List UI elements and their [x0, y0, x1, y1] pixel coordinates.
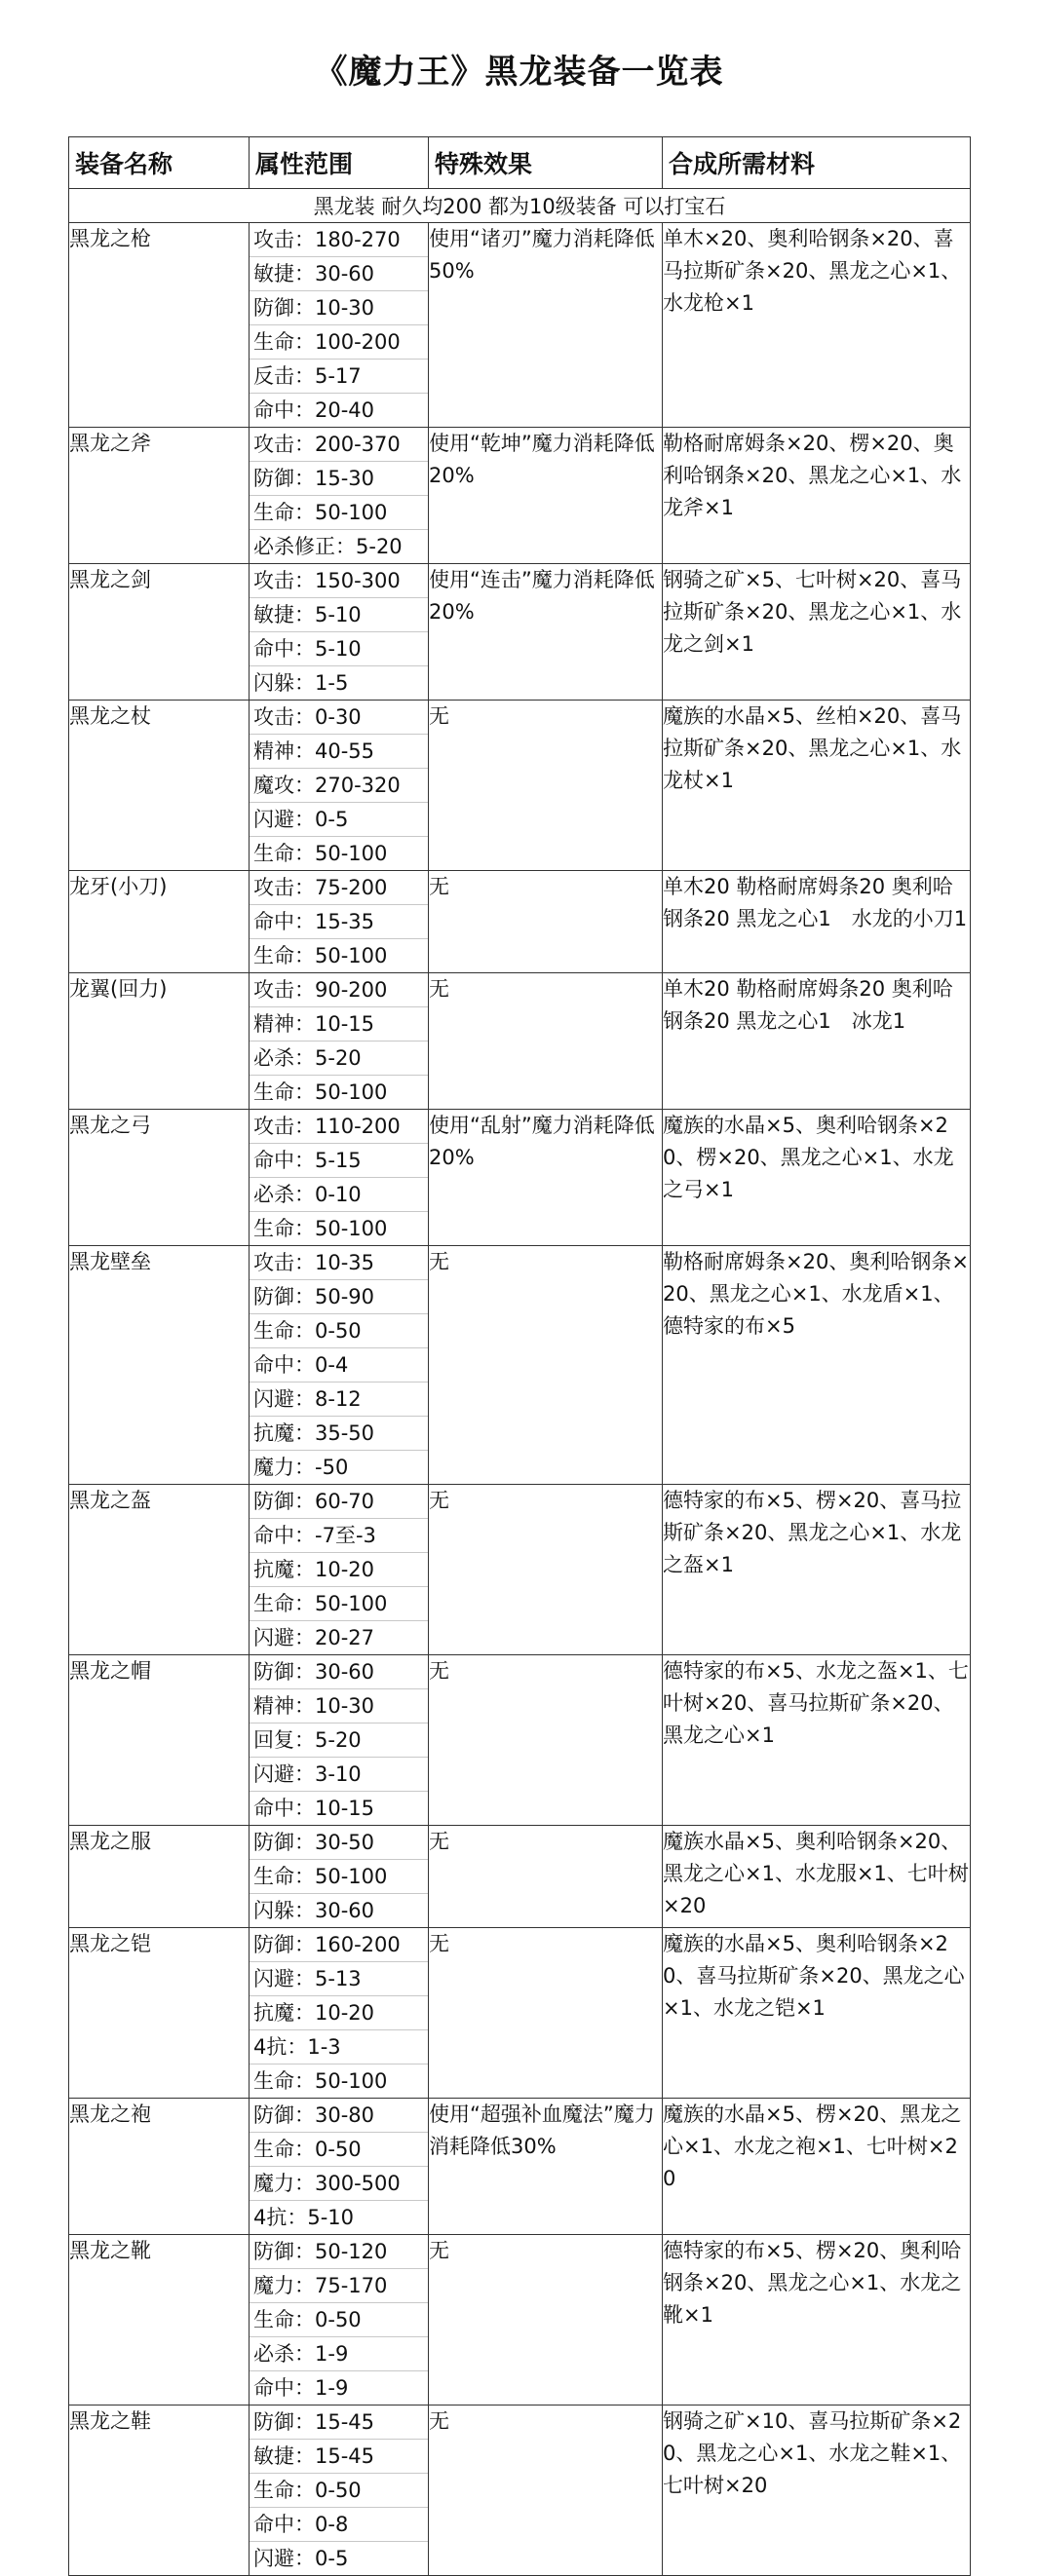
- attribute-item: 攻击：150-300: [250, 564, 428, 598]
- attribute-item: 生命：50-100: [250, 1587, 428, 1621]
- special-effect: 无: [429, 701, 663, 871]
- equipment-name: 黑龙之鞋: [69, 2406, 250, 2576]
- attribute-item: 防御：15-30: [250, 462, 428, 496]
- table-row: [69, 564, 971, 701]
- attribute-item: 命中：5-15: [250, 1144, 428, 1178]
- header-effect: 特殊效果: [429, 137, 663, 189]
- equipment-name: 黑龙之盔: [69, 1485, 250, 1655]
- attribute-item: 生命：0-50: [250, 1314, 428, 1348]
- attribute-item: 攻击：110-200: [250, 1110, 428, 1144]
- attribute-item: 必杀：1-9: [250, 2337, 428, 2371]
- attribute-item: 必杀：0-10: [250, 1178, 428, 1212]
- attribute-item: 生命：50-100: [250, 496, 428, 530]
- table-row: [69, 2099, 971, 2235]
- equipment-name: 黑龙之铠: [69, 1928, 250, 2099]
- attribute-list: [250, 2406, 429, 2576]
- note-text: 黑龙装 耐久均200 都为10级装备 可以打宝石: [69, 189, 971, 223]
- table-row: [69, 871, 971, 973]
- equipment-name: 黑龙壁垒: [69, 1246, 250, 1485]
- attribute-item: 闪避：8-12: [250, 1383, 428, 1417]
- special-effect: 无: [429, 2235, 663, 2406]
- table-row: [69, 973, 971, 1110]
- special-effect: 使用“超强补血魔法”魔力消耗降低30%: [429, 2099, 663, 2235]
- attribute-item: 防御：50-90: [250, 1280, 428, 1314]
- materials: 勒格耐席姆条×20、奥利哈钢条×20、黑龙之心×1、水龙盾×1、德特家的布×5: [663, 1246, 971, 1485]
- table-row: [69, 701, 971, 871]
- attribute-item: 防御：10-30: [250, 291, 428, 325]
- attribute-item: 必杀：5-20: [250, 1042, 428, 1076]
- attribute-list: [250, 1826, 429, 1928]
- attribute-item: 生命：0-50: [250, 2133, 428, 2167]
- special-effect: 无: [429, 1826, 663, 1928]
- attribute-item: 精神：10-30: [250, 1689, 428, 1724]
- attribute-item: 生命：50-100: [253, 1217, 388, 1240]
- attribute-item: 魔力：75-170: [250, 2269, 428, 2303]
- attribute-list: [250, 973, 429, 1110]
- attribute-item: 防御：30-60: [250, 1655, 428, 1689]
- attribute-list: [250, 428, 429, 564]
- materials: 勒格耐席姆条×20、楞×20、奥利哈钢条×20、黑龙之心×1、水龙斧×1: [663, 428, 971, 564]
- materials: 单木20 勒格耐席姆条20 奥利哈钢条20 黑龙之心1 水龙的小刀1: [663, 871, 971, 973]
- attribute-item: 闪避：3-10: [250, 1758, 428, 1792]
- materials: 德特家的布×5、楞×20、喜马拉斯矿条×20、黑龙之心×1、水龙之盔×1: [663, 1485, 971, 1655]
- page-title: 《魔力王》黑龙装备一览表: [314, 53, 724, 92]
- note-row: [69, 189, 971, 223]
- materials: 单木20 勒格耐席姆条20 奥利哈钢条20 黑龙之心1 冰龙1: [663, 973, 971, 1110]
- attribute-item: 敏捷：30-60: [250, 257, 428, 291]
- materials: 德特家的布×5、楞×20、奥利哈钢条×20、黑龙之心×1、水龙之靴×1: [663, 2235, 971, 2406]
- attribute-item: 命中：15-35: [250, 905, 428, 939]
- attribute-item: 生命：100-200: [250, 325, 428, 360]
- attribute-item: 防御：160-200: [250, 1928, 428, 1962]
- materials: 德特家的布×5、水龙之盔×1、七叶树×20、喜马拉斯矿条×20、黑龙之心×1: [663, 1655, 971, 1826]
- materials: 钢骑之矿×5、七叶树×20、喜马拉斯矿条×20、黑龙之心×1、水龙之剑×1: [663, 564, 971, 701]
- materials: 魔族的水晶×5、奥利哈钢条×20、喜马拉斯矿条×20、黑龙之心×1、水龙之铠×1: [663, 1928, 971, 2099]
- equipment-name: 黑龙之服: [69, 1826, 250, 1928]
- attribute-list: [250, 1928, 429, 2099]
- attribute-item: 4抗：1-3: [250, 2030, 428, 2065]
- special-effect: 无: [429, 1655, 663, 1826]
- attribute-item: 命中：0-8: [250, 2508, 428, 2542]
- attribute-item: 魔力：-50: [253, 1456, 349, 1479]
- special-effect: 使用“诸刃”魔力消耗降低50%: [429, 223, 663, 428]
- attribute-item: 生命：50-100: [250, 1860, 428, 1894]
- equipment-name: 龙牙(小刀): [69, 871, 250, 973]
- attribute-item: 防御：30-80: [250, 2099, 428, 2133]
- table-row: [69, 2235, 971, 2406]
- special-effect: 无: [429, 871, 663, 973]
- equipment-name: 黑龙之靴: [69, 2235, 250, 2406]
- special-effect: 无: [429, 1928, 663, 2099]
- attribute-item: 敏捷：15-45: [250, 2440, 428, 2474]
- attribute-item: 攻击：180-270: [250, 223, 428, 257]
- equipment-name: 黑龙之袍: [69, 2099, 250, 2235]
- attribute-list: [250, 1485, 429, 1655]
- special-effect: 无: [429, 973, 663, 1110]
- attribute-item: 攻击：90-200: [250, 973, 428, 1007]
- special-effect: 使用“乾坤”魔力消耗降低20%: [429, 428, 663, 564]
- header-attrs: 属性范围: [250, 137, 429, 189]
- attribute-item: 魔力：300-500: [250, 2167, 428, 2201]
- table-row: [69, 2406, 971, 2576]
- equipment-name: 黑龙之剑: [69, 564, 250, 701]
- attribute-item: 生命：50-100: [253, 944, 388, 967]
- equipment-name: 黑龙之弓: [69, 1110, 250, 1246]
- attribute-item: 回复：5-20: [250, 1724, 428, 1758]
- attribute-item: 抗魔：35-50: [250, 1417, 428, 1451]
- table-row: [69, 1110, 971, 1246]
- attribute-list: [250, 2099, 429, 2235]
- equipment-name: 黑龙之帽: [69, 1655, 250, 1826]
- attribute-item: 生命：0-50: [250, 2303, 428, 2337]
- materials: 魔族的水晶×5、丝柏×20、喜马拉斯矿条×20、黑龙之心×1、水龙杖×1: [663, 701, 971, 871]
- header-materials: 合成所需材料: [663, 137, 971, 189]
- equipment-table: [68, 136, 971, 2576]
- attribute-item: 抗魔：10-20: [250, 1996, 428, 2030]
- attribute-item: 命中：1-9: [253, 2376, 349, 2400]
- materials: 魔族的水晶×5、楞×20、黑龙之心×1、水龙之袍×1、七叶树×20: [663, 2099, 971, 2235]
- attribute-item: 必杀修正：5-20: [253, 535, 403, 558]
- attribute-item: 反击：5-17: [250, 360, 428, 394]
- attribute-item: 攻击：10-35: [250, 1246, 428, 1280]
- equipment-name: 黑龙之杖: [69, 701, 250, 871]
- attribute-item: 精神：40-55: [250, 735, 428, 769]
- special-effect: 使用“乱射”魔力消耗降低20%: [429, 1110, 663, 1246]
- attribute-list: [250, 701, 429, 871]
- attribute-item: 敏捷：5-10: [250, 598, 428, 632]
- attribute-list: [250, 2235, 429, 2406]
- equipment-name: 黑龙之枪: [69, 223, 250, 428]
- attribute-list: [250, 871, 429, 973]
- attribute-item: 命中：0-4: [250, 1348, 428, 1383]
- attribute-item: 防御：15-45: [250, 2406, 428, 2440]
- attribute-list: [250, 1110, 429, 1246]
- attribute-item: 魔攻：270-320: [250, 769, 428, 803]
- attribute-item: 命中：20-40: [253, 398, 375, 422]
- attribute-item: 生命：50-100: [253, 1080, 388, 1104]
- attribute-item: 生命：0-50: [250, 2474, 428, 2508]
- attribute-item: 防御：50-120: [250, 2235, 428, 2269]
- table-header-row: [69, 137, 971, 189]
- attribute-item: 闪避：5-13: [250, 1962, 428, 1996]
- attribute-item: 精神：10-15: [250, 1007, 428, 1042]
- table-row: [69, 428, 971, 564]
- materials: 魔族水晶×5、奥利哈钢条×20、黑龙之心×1、水龙服×1、七叶树×20: [663, 1826, 971, 1928]
- attribute-item: 闪避：20-27: [253, 1626, 375, 1649]
- attribute-item: 闪避：0-5: [250, 803, 428, 837]
- attribute-item: 防御：30-50: [250, 1826, 428, 1860]
- header-name: 装备名称: [69, 137, 250, 189]
- table-row: [69, 1655, 971, 1826]
- equipment-name: 龙翼(回力): [69, 973, 250, 1110]
- attribute-list: [250, 1246, 429, 1485]
- attribute-item: 命中：-7至-3: [250, 1519, 428, 1553]
- special-effect: 使用“连击”魔力消耗降低20%: [429, 564, 663, 701]
- table-row: [69, 1485, 971, 1655]
- attribute-item: 命中：5-10: [250, 632, 428, 666]
- materials: 单木×20、奥利哈钢条×20、喜马拉斯矿条×20、黑龙之心×1、水龙枪×1: [663, 223, 971, 428]
- attribute-item: 4抗：5-10: [253, 2206, 355, 2229]
- special-effect: 无: [429, 1246, 663, 1485]
- attribute-item: 攻击：75-200: [250, 871, 428, 905]
- attribute-item: 生命：50-100: [253, 842, 388, 865]
- attribute-item: 攻击：0-30: [250, 701, 428, 735]
- attribute-list: [250, 223, 429, 428]
- materials: 钢骑之矿×10、喜马拉斯矿条×20、黑龙之心×1、水龙之鞋×1、七叶树×20: [663, 2406, 971, 2576]
- table-row: [69, 1246, 971, 1485]
- table-row: [69, 1928, 971, 2099]
- attribute-item: 攻击：200-370: [250, 428, 428, 462]
- attribute-item: 闪躲：30-60: [253, 1899, 375, 1922]
- attribute-item: 生命：50-100: [253, 2069, 388, 2093]
- equipment-name: 黑龙之斧: [69, 428, 250, 564]
- attribute-item: 闪避：0-5: [253, 2547, 349, 2570]
- table-row: [69, 223, 971, 428]
- special-effect: 无: [429, 1485, 663, 1655]
- attribute-item: 命中：10-15: [253, 1797, 375, 1820]
- attribute-item: 防御：60-70: [250, 1485, 428, 1519]
- attribute-list: [250, 1655, 429, 1826]
- special-effect: 无: [429, 2406, 663, 2576]
- attribute-list: [250, 564, 429, 701]
- materials: 魔族的水晶×5、奥利哈钢条×20、楞×20、黑龙之心×1、水龙之弓×1: [663, 1110, 971, 1246]
- attribute-item: 抗魔：10-20: [250, 1553, 428, 1587]
- attribute-item: 闪躲：1-5: [253, 671, 349, 695]
- table-row: [69, 1826, 971, 1928]
